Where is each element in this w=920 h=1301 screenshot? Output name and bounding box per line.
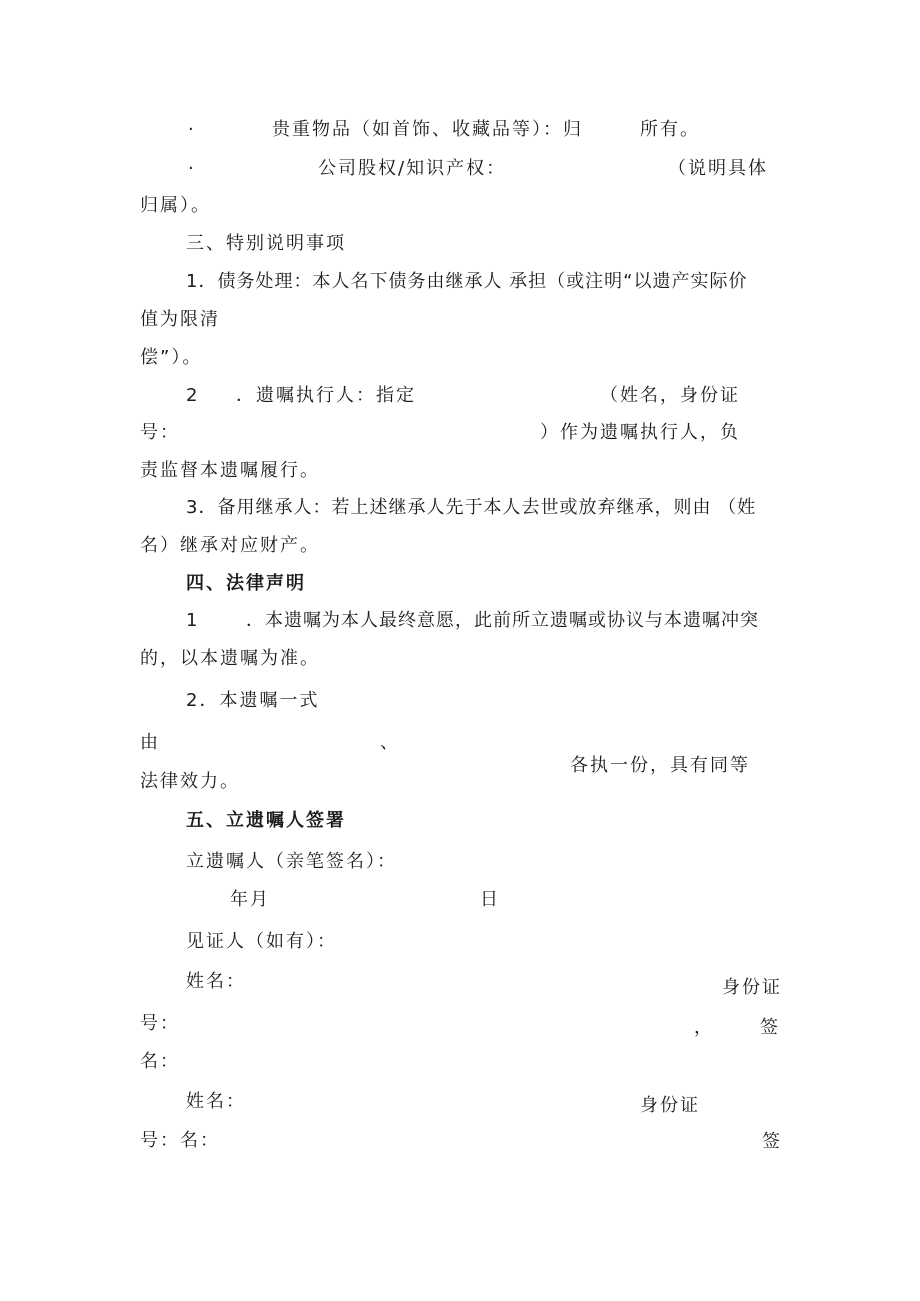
declaration2-by: 由 bbox=[140, 732, 160, 753]
equity-note-start: （说明具体 bbox=[668, 158, 768, 179]
equity-label: 公司股权/知识产权： bbox=[318, 158, 507, 179]
bullet: · bbox=[188, 119, 196, 140]
declaration2-comma: 、 bbox=[380, 732, 400, 753]
witness2-id-card: 身份证 bbox=[640, 1095, 700, 1116]
section4-heading: 四、法律声明 bbox=[186, 573, 306, 594]
backup-heir-line2: 名）继承对应财产。 bbox=[140, 535, 320, 556]
witness2-name: 姓名： bbox=[186, 1091, 246, 1112]
declaration1-line2: 的，以本遗嘱为准。 bbox=[140, 648, 320, 669]
executor-close: ）作为遗嘱执行人，负 bbox=[540, 422, 740, 443]
witness1-comma: ， bbox=[694, 1017, 714, 1038]
declaration2-each: 各执一份，具有同等 bbox=[570, 755, 750, 776]
valuables-suffix: 所有。 bbox=[640, 119, 700, 140]
executor-id-prefix: 号： bbox=[140, 422, 180, 443]
declaration2-effect: 法律效力。 bbox=[140, 771, 240, 792]
section3-heading: 三、特别说明事项 bbox=[186, 233, 346, 254]
declaration2-line1: 2．本遗嘱一式 bbox=[186, 690, 320, 711]
executor-num: 2 bbox=[186, 385, 200, 406]
executor-text: ．遗嘱执行人：指定 bbox=[236, 385, 416, 406]
witness2-sign: 签 bbox=[762, 1131, 782, 1152]
witness2-id-no-name: 号：名： bbox=[140, 1130, 220, 1151]
debt-clause-line3: 偿”）。 bbox=[140, 347, 203, 368]
witness1-sign-name: 名： bbox=[140, 1051, 180, 1072]
valuables-label: 贵重物品（如首饰、收藏品等）：归 bbox=[272, 119, 583, 140]
witness1-sign: 签 bbox=[760, 1017, 780, 1038]
backup-heir-line1: 3．备用继承人：若上述继承人先于本人去世或放弃继承，则由 （姓 bbox=[186, 497, 757, 518]
witness1-id-card: 身份证 bbox=[722, 977, 782, 998]
section5-heading: 五、立遗嘱人签署 bbox=[186, 810, 346, 831]
debt-clause-line2: 值为限清 bbox=[140, 309, 220, 330]
bullet: · bbox=[188, 158, 196, 179]
declaration1-num: 1 bbox=[186, 610, 200, 631]
testator-signature-label: 立遗嘱人（亲笔签名）： bbox=[186, 851, 397, 872]
executor-line3: 责监督本遗嘱履行。 bbox=[140, 460, 320, 481]
date-day: 日 bbox=[480, 889, 500, 910]
executor-paren: （姓名，身份证 bbox=[600, 385, 740, 406]
declaration1-text: ．本遗嘱为本人最终意愿，此前所立遗嘱或协议与本遗嘱冲突 bbox=[246, 610, 759, 631]
witness1-id-no: 号： bbox=[140, 1013, 180, 1034]
witness1-name: 姓名： bbox=[186, 971, 246, 992]
date-year-month: 年月 bbox=[230, 889, 270, 910]
debt-clause-line1: 1．债务处理：本人名下债务由继承人 承担（或注明“以遗产实际价 bbox=[186, 271, 748, 292]
equity-note-end: 归属）。 bbox=[140, 195, 211, 216]
witness-title: 见证人（如有）： bbox=[186, 931, 337, 952]
